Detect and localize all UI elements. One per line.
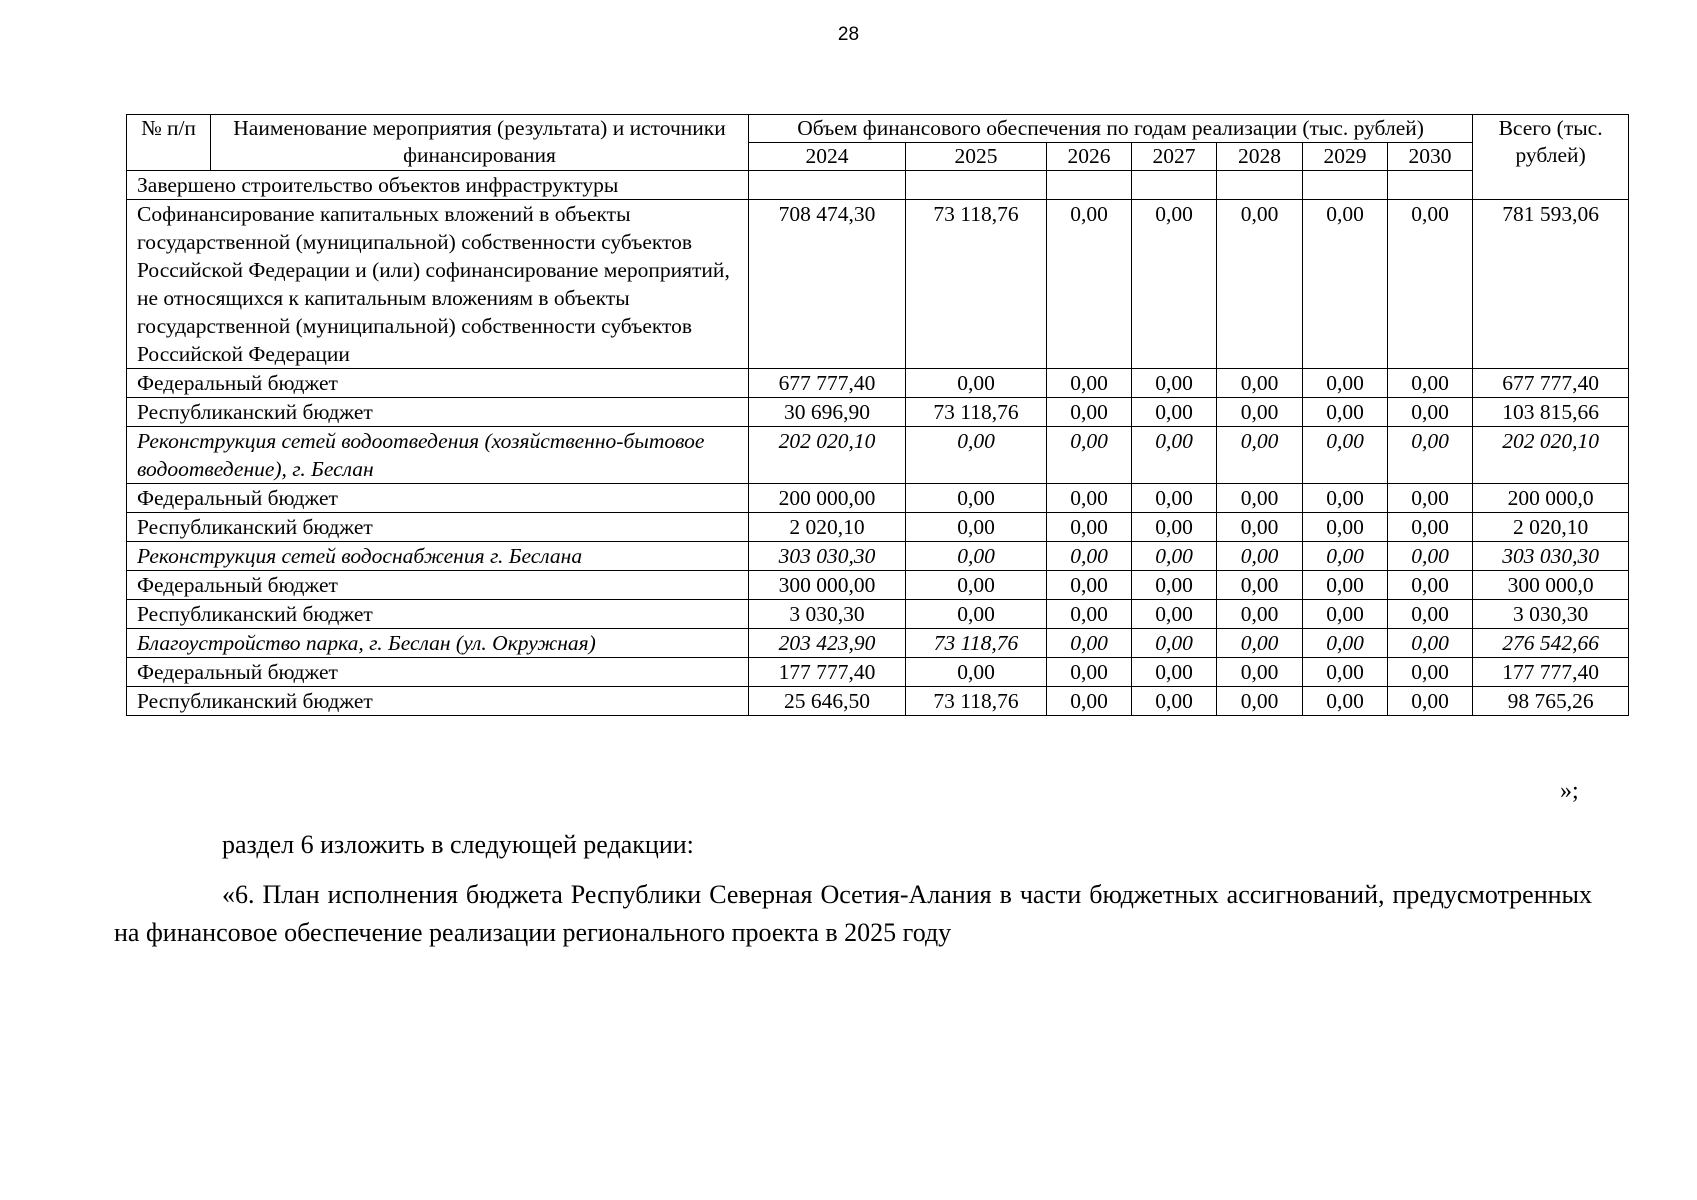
- year-value-cell: 0,00: [1217, 427, 1303, 484]
- year-value-cell: 0,00: [1217, 369, 1303, 398]
- table-row: [127, 427, 1629, 484]
- year-value-cell: 0,00: [1303, 427, 1388, 484]
- year-value-cell: 0,00: [1047, 600, 1132, 629]
- row-total-cell: 200 000,0: [1473, 484, 1629, 513]
- header-year: 2027: [1132, 143, 1217, 171]
- year-value-cell: 30 696,90: [749, 398, 906, 427]
- year-value-cell: 0,00: [1388, 600, 1473, 629]
- year-value-cell: 0,00: [1217, 398, 1303, 427]
- year-value-cell: 708 474,30: [749, 200, 906, 369]
- year-value-cell: 0,00: [1047, 484, 1132, 513]
- year-value-cell: 0,00: [1132, 369, 1217, 398]
- year-value-cell: 203 423,90: [749, 629, 906, 658]
- year-value-cell: 300 000,00: [749, 571, 906, 600]
- year-value-cell: 0,00: [1303, 200, 1388, 369]
- header-year: 2030: [1388, 143, 1473, 171]
- row-name: Софинансирование капитальных вложений в объекты государственной (муниципальной) собственности субъектов Российской Федерации и (или) софинансирование мероприятий, не относящихся к капитальным вложениям в объекты государственной (муниципальной) собственности субъектов Российской Федерации: [127, 200, 749, 369]
- year-value-cell: 0,00: [1132, 600, 1217, 629]
- year-value-cell: 0,00: [1047, 369, 1132, 398]
- row-name: Реконструкция сетей водоотведения (хозяйственно-бытовое водоотведение), г. Беслан: [127, 427, 749, 484]
- year-value-cell: 73 118,76: [906, 687, 1047, 716]
- year-value-cell: 0,00: [1217, 542, 1303, 571]
- row-name: Республиканский бюджет: [127, 687, 749, 716]
- row-total-cell: 303 030,30: [1473, 542, 1629, 571]
- year-value-cell: 0,00: [1303, 600, 1388, 629]
- year-value-cell: 0,00: [1132, 427, 1217, 484]
- year-value-cell: 0,00: [1388, 427, 1473, 484]
- year-value-cell: 0,00: [1303, 629, 1388, 658]
- year-value-cell: 73 118,76: [906, 629, 1047, 658]
- year-value-cell: 25 646,50: [749, 687, 906, 716]
- year-value-cell: 0,00: [1217, 629, 1303, 658]
- row-total-cell: 202 020,10: [1473, 427, 1629, 484]
- year-value-cell: 0,00: [1132, 200, 1217, 369]
- empty-cell: [1217, 171, 1303, 200]
- table-row: [127, 687, 1629, 716]
- paragraph-section-6-intro: раздел 6 изложить в следующей редакции:: [222, 830, 694, 859]
- table-row: [127, 542, 1629, 571]
- year-value-cell: 0,00: [1132, 398, 1217, 427]
- year-value-cell: 0,00: [1388, 484, 1473, 513]
- row-name: Федеральный бюджет: [127, 484, 749, 513]
- row-name: Республиканский бюджет: [127, 600, 749, 629]
- year-value-cell: 0,00: [906, 571, 1047, 600]
- year-value-cell: 0,00: [1047, 571, 1132, 600]
- table-row: [127, 484, 1629, 513]
- year-value-cell: 0,00: [1388, 687, 1473, 716]
- year-value-cell: 0,00: [906, 427, 1047, 484]
- empty-cell: [1047, 171, 1132, 200]
- year-value-cell: 0,00: [1132, 513, 1217, 542]
- header-year: 2026: [1047, 143, 1132, 171]
- year-value-cell: 0,00: [1217, 571, 1303, 600]
- year-value-cell: 0,00: [906, 369, 1047, 398]
- year-value-cell: 0,00: [1217, 484, 1303, 513]
- table-row: [127, 629, 1629, 658]
- year-value-cell: 0,00: [906, 513, 1047, 542]
- year-value-cell: 0,00: [906, 658, 1047, 687]
- header-year: 2028: [1217, 143, 1303, 171]
- row-name: Республиканский бюджет: [127, 398, 749, 427]
- year-value-cell: 303 030,30: [749, 542, 906, 571]
- year-value-cell: 0,00: [1303, 369, 1388, 398]
- header-name: Наименование мероприятия (результата) и источники финансирования: [211, 115, 749, 171]
- year-value-cell: 0,00: [906, 484, 1047, 513]
- row-name: Республиканский бюджет: [127, 513, 749, 542]
- header-number: № п/п: [127, 115, 211, 171]
- year-value-cell: 0,00: [1217, 513, 1303, 542]
- row-name: Федеральный бюджет: [127, 571, 749, 600]
- table-row: [127, 658, 1629, 687]
- header-total: Всего (тыс. рублей): [1473, 115, 1629, 200]
- year-value-cell: 0,00: [1047, 427, 1132, 484]
- year-value-cell: 202 020,10: [749, 427, 906, 484]
- year-value-cell: 0,00: [1388, 398, 1473, 427]
- table-row: [127, 398, 1629, 427]
- row-total-cell: 2 020,10: [1473, 513, 1629, 542]
- year-value-cell: 0,00: [1388, 200, 1473, 369]
- year-value-cell: 0,00: [1047, 658, 1132, 687]
- year-value-cell: 0,00: [1047, 687, 1132, 716]
- row-name: Федеральный бюджет: [127, 369, 749, 398]
- year-value-cell: 0,00: [1217, 658, 1303, 687]
- table-row: [127, 600, 1629, 629]
- year-value-cell: 0,00: [1388, 658, 1473, 687]
- year-value-cell: 3 030,30: [749, 600, 906, 629]
- year-value-cell: 0,00: [1388, 542, 1473, 571]
- year-value-cell: 677 777,40: [749, 369, 906, 398]
- row-total-cell: 98 765,26: [1473, 687, 1629, 716]
- year-value-cell: 0,00: [1132, 542, 1217, 571]
- year-value-cell: 0,00: [1303, 571, 1388, 600]
- year-value-cell: 0,00: [1303, 687, 1388, 716]
- year-value-cell: 0,00: [1388, 369, 1473, 398]
- year-value-cell: 0,00: [1388, 513, 1473, 542]
- row-name: Реконструкция сетей водоснабжения г. Беслана: [127, 542, 749, 571]
- row-total-cell: 177 777,40: [1473, 658, 1629, 687]
- year-value-cell: 0,00: [1217, 687, 1303, 716]
- year-value-cell: 0,00: [1217, 600, 1303, 629]
- table-row: [127, 571, 1629, 600]
- header-volume: Объем финансового обеспечения по годам реализации (тыс. рублей): [749, 115, 1473, 143]
- section-row: [127, 171, 1629, 200]
- paragraph-section-6-title: «6. План исполнения бюджета Республики Северная Осетия-Алания в части бюджетных ассигнований, предусмотренных на финансовое обеспечение реализации регионального проекта в 2025 году: [114, 880, 1592, 947]
- row-name: Благоустройство парка, г. Беслан (ул. Окружная): [127, 629, 749, 658]
- row-total-cell: 300 000,0: [1473, 571, 1629, 600]
- year-value-cell: 0,00: [1047, 629, 1132, 658]
- row-total-cell: 276 542,66: [1473, 629, 1629, 658]
- header-year: 2024: [749, 143, 906, 171]
- year-value-cell: 0,00: [1303, 542, 1388, 571]
- year-value-cell: 73 118,76: [906, 398, 1047, 427]
- row-name: Федеральный бюджет: [127, 658, 749, 687]
- empty-cell: [1388, 171, 1473, 200]
- row-total-cell: 781 593,06: [1473, 200, 1629, 369]
- page-number: 28: [837, 24, 860, 45]
- empty-cell: [906, 171, 1047, 200]
- year-value-cell: 0,00: [1217, 200, 1303, 369]
- year-value-cell: 0,00: [1303, 484, 1388, 513]
- year-value-cell: 0,00: [1132, 629, 1217, 658]
- empty-cell: [1132, 171, 1217, 200]
- table-row: [127, 369, 1629, 398]
- year-value-cell: 0,00: [1047, 200, 1132, 369]
- year-value-cell: 177 777,40: [749, 658, 906, 687]
- year-value-cell: 0,00: [1303, 658, 1388, 687]
- header-year: 2025: [906, 143, 1047, 171]
- year-value-cell: 2 020,10: [749, 513, 906, 542]
- row-total-cell: 103 815,66: [1473, 398, 1629, 427]
- year-value-cell: 0,00: [1132, 658, 1217, 687]
- year-value-cell: 0,00: [1303, 513, 1388, 542]
- year-value-cell: 0,00: [1047, 398, 1132, 427]
- table-row: [127, 200, 1629, 369]
- closing-quote: »;: [1560, 778, 1579, 804]
- table-header-row: [127, 115, 1629, 143]
- header-year: 2029: [1303, 143, 1388, 171]
- year-value-cell: 0,00: [1047, 513, 1132, 542]
- year-value-cell: 0,00: [1388, 571, 1473, 600]
- table-body: [127, 200, 1629, 716]
- year-value-cell: 200 000,00: [749, 484, 906, 513]
- empty-cell: [1303, 171, 1388, 200]
- empty-cell: [749, 171, 906, 200]
- financing-table: [126, 114, 1629, 716]
- year-value-cell: 0,00: [1132, 687, 1217, 716]
- row-total-cell: 3 030,30: [1473, 600, 1629, 629]
- section-title: Завершено строительство объектов инфраструктуры: [127, 171, 749, 200]
- year-value-cell: 0,00: [1132, 484, 1217, 513]
- year-value-cell: 0,00: [1132, 571, 1217, 600]
- year-value-cell: 0,00: [1388, 629, 1473, 658]
- table-row: [127, 513, 1629, 542]
- year-value-cell: 0,00: [1303, 398, 1388, 427]
- year-value-cell: 73 118,76: [906, 200, 1047, 369]
- row-total-cell: 677 777,40: [1473, 369, 1629, 398]
- year-value-cell: 0,00: [1047, 542, 1132, 571]
- year-value-cell: 0,00: [906, 600, 1047, 629]
- year-value-cell: 0,00: [906, 542, 1047, 571]
